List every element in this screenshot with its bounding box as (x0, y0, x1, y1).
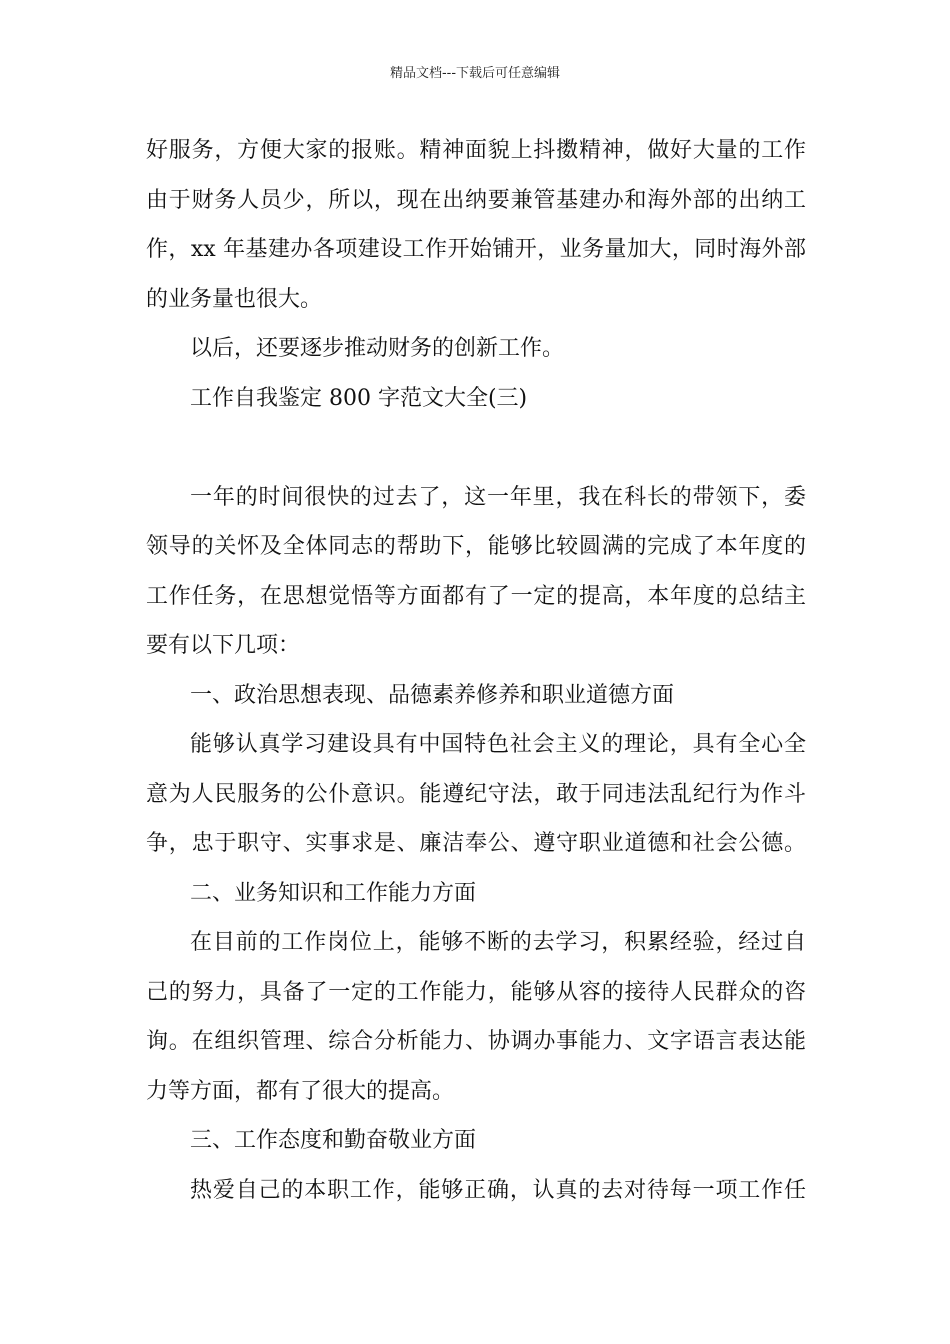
body-line: 领导的关怀及全体同志的帮助下，能够比较圆满的完成了本年度的 (146, 534, 806, 559)
document-body (146, 130, 806, 1219)
section-heading: 二、业务知识和工作能力方面 (190, 880, 477, 906)
body-line: 意为人民服务的公仆意识。能遵纪守法，敢于同违法乱纪行为作斗 (146, 781, 806, 807)
body-line: 的业务量也很大。 (146, 286, 323, 312)
page-header: 精品文档---下载后可任意编辑 (389, 66, 561, 81)
body-line: 以后，还要逐步推动财务的创新工作。 (190, 336, 565, 361)
section-heading: 三、工作态度和勤奋敬业方面 (190, 1128, 477, 1153)
body-line: 争，忠于职守、实事求是、廉洁奉公、遵守职业道德和社会公德。 (146, 831, 806, 856)
blank-line (146, 427, 806, 477)
body-line: 己的努力，具备了一定的工作能力，能够从容的接待人民群众的咨 (146, 979, 806, 1005)
body-line: 作，xx 年基建办各项建设工作开始铺开，业务量加大，同时海外部 (146, 237, 806, 262)
body-line: 力等方面，都有了很大的提高。 (146, 1078, 455, 1104)
body-line: 好服务，方便大家的报账。精神面貌上抖擞精神，做好大量的工作 (146, 138, 806, 163)
body-line: 要有以下几项： (146, 633, 301, 658)
body-line: 询。在组织管理、综合分析能力、协调办事能力、文字语言表达能 (146, 1029, 806, 1054)
body-line: 热爱自己的本职工作，能够正确，认真的去对待每一项工作任 (190, 1177, 806, 1203)
body-line: 由于财务人员少，所以，现在出纳要兼管基建办和海外部的出纳工 (146, 187, 806, 213)
section-title: 工作自我鉴定 800 字范文大全(三) (190, 385, 528, 411)
body-line: 工作任务，在思想觉悟等方面都有了一定的提高，本年度的总结主 (146, 583, 806, 609)
body-line: 在目前的工作岗位上，能够不断的去学习，积累经验，经过自 (190, 930, 806, 955)
section-heading: 一、政治思想表现、品德素养修养和职业道德方面 (190, 682, 675, 708)
body-line: 一年的时间很快的过去了，这一年里，我在科长的带领下，委 (190, 484, 806, 510)
body-line: 能够认真学习建设具有中国特色社会主义的理论，具有全心全 (190, 732, 806, 757)
